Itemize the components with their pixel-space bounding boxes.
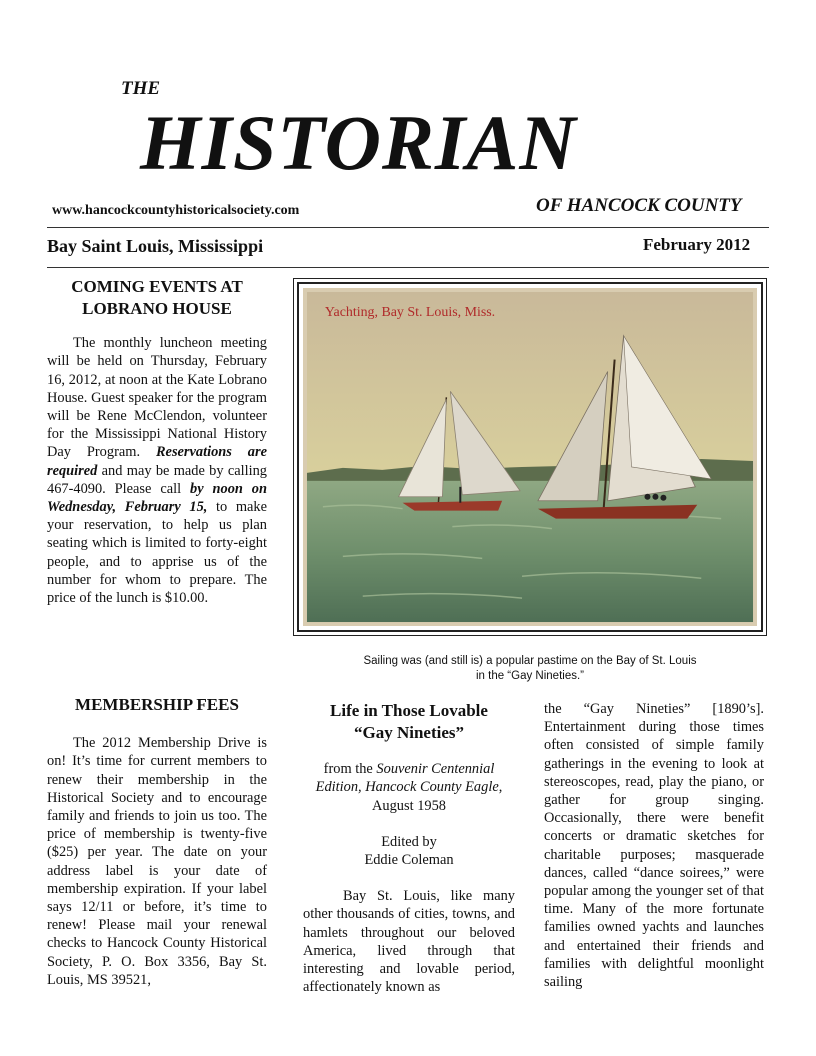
source-prefix: from the (323, 761, 377, 778)
article-source (303, 760, 515, 815)
membership-section (47, 694, 267, 989)
postcard-label: Yachting, Bay St. Louis, Miss. (324, 304, 496, 320)
events-body (47, 334, 267, 607)
sailboat-postcard-image (303, 288, 757, 626)
top-rule (47, 227, 769, 228)
source-publication: Souvenir Centennial Edition, Hancock County Eagle (315, 761, 499, 796)
website-link[interactable]: www.hancockcountyhistoricalsociety.com (52, 203, 300, 218)
caption-line2: in the “Gay Nineties.” (475, 670, 584, 682)
postcard-photo-frame (293, 278, 767, 636)
article-body-mid: Bay St. Louis, like many other thousands of cities, towns, and hamlets throughout our beloved America, lived through that interesting and lovable period, affectionately known as (303, 888, 515, 996)
membership-heading: MEMBERSHIP FEES (75, 695, 239, 714)
masthead-the: THE (121, 78, 161, 99)
events-text-3: to make your reservation, to help us plan seating which is limited to forty-eight people, and to apprise us of the number for whom to prepare. The price of the lunch is $10.00. (47, 499, 267, 607)
events-bold-1: Reservations are required (47, 444, 267, 479)
article-right-column (544, 700, 764, 991)
events-heading-line2: LOBRANO HOUSE (82, 299, 232, 319)
photo-caption (330, 654, 730, 684)
source-suffix: , August 1958 (372, 779, 503, 814)
bottom-rule (47, 267, 769, 268)
issue-date: February 2012 (643, 235, 751, 254)
dateline-place: Bay Saint Louis, Mississippi (47, 236, 264, 256)
events-section (47, 276, 267, 607)
masthead-title: HISTORIAN (140, 99, 577, 186)
membership-body: The 2012 Membership Drive is on! It’s time for current members to renew their membership in the Historical Society and to encourage family and friends to join us too. The price of membership is twenty-five ($25) per year. The date on your address label is your date of membership expiration. If your label says 12/11 or before, it’s time to renew! Please mail your renewal checks to Hancock County Historical Society, P. O. Box 3356, Bay St. Louis, MS 39521, (47, 735, 267, 988)
article-title (303, 700, 515, 744)
caption-line1: Sailing was (and still is) a popular pastime on the Bay of St. Louis (363, 655, 697, 667)
article-title-line2: “Gay Nineties” (353, 723, 465, 743)
edited-by-label: Edited by (381, 833, 437, 850)
events-text-2: and may be made by calling 467-4090. Please call (47, 462, 267, 497)
editor-name: Eddie Coleman (364, 852, 454, 868)
masthead-county: OF HANCOCK COUNTY (536, 195, 742, 216)
article-middle-column (303, 700, 515, 996)
events-heading-line1: COMING EVENTS AT (71, 277, 243, 296)
events-text-1: The monthly luncheon meeting will be held on Thursday, February 16, 2012, at noon at the Kate Lobrano House. Guest speaker for the program will be Rene McClendon, volunteer for the Mississippi National History Day Program. (47, 335, 267, 461)
events-bold-2: by noon on Wednesday, February 15, (47, 480, 268, 516)
article-body-right: the “Gay Nineties” [1890’s]. Entertainment during those times often consisted of simple family gatherings in the evening to look at stereoscopes, read, play the piano, or gather for group singing. Occasionally, there were benefit concerts or dramatic sketches for charitable purposes; masquerade dances, called “dance soirees,” were popular among the younger set of that time. Many of the more fortunate families owned yachts and launches and entertained their friends and families with delightful moonlight sailing (544, 701, 764, 991)
events-heading (47, 276, 267, 320)
postcard-photo (297, 282, 763, 632)
article-title-line1: Life in Those Lovable (330, 701, 488, 720)
